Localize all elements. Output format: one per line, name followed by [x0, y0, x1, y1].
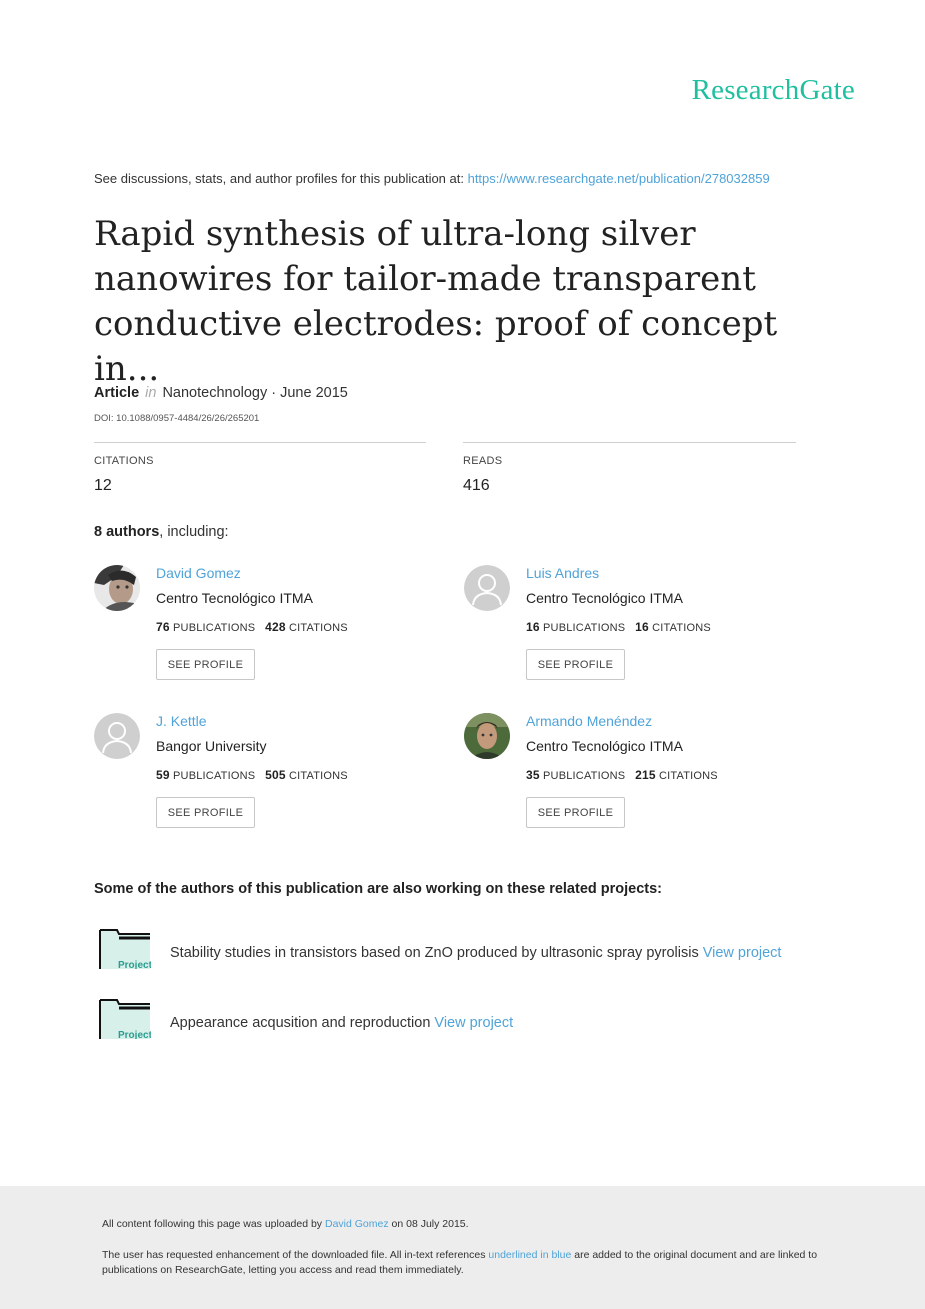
author-stats [526, 768, 718, 782]
citations-label: CITATIONS [652, 622, 711, 634]
publications-label: PUBLICATIONS [543, 622, 626, 634]
publication-link-line [94, 171, 770, 186]
author-institution: Centro Tecnológico ITMA [526, 738, 683, 754]
see-profile-button[interactable]: SEE PROFILE [526, 797, 625, 828]
doi: DOI: 10.1088/0957-4484/26/26/265201 [94, 413, 260, 424]
author-name-link[interactable]: David Gomez [156, 565, 241, 581]
citations-label: CITATIONS [658, 770, 718, 782]
view-project-link[interactable]: View project [702, 945, 782, 961]
authors-header [94, 524, 229, 540]
reads-label: READS [463, 455, 503, 467]
author-stats [526, 620, 711, 634]
author-name-link[interactable]: J. Kettle [156, 713, 207, 729]
author-citations-count: 428 [265, 620, 286, 634]
author-citations-count: 215 [635, 768, 656, 782]
authors-count: 8 authors [94, 524, 160, 540]
author-institution: Centro Tecnológico ITMA [526, 590, 683, 606]
author-publications-count: 16 [526, 620, 540, 634]
citations-label: CITATIONS [94, 455, 154, 467]
related-projects-heading: Some of the authors of this publication are also working on these related projects: [94, 881, 663, 897]
see-profile-button[interactable]: SEE PROFILE [156, 797, 255, 828]
author-citations-count: 505 [265, 768, 286, 782]
researchgate-logo[interactable]: ResearchGate [691, 74, 855, 106]
author-name-link[interactable]: Luis Andres [526, 565, 600, 581]
related-project-item [170, 945, 781, 961]
publication-type: Article [94, 385, 140, 401]
citations-label: CITATIONS [288, 622, 348, 634]
project-folder-icon [99, 929, 151, 969]
author-stats [156, 768, 348, 782]
view-project-link[interactable]: View project [434, 1015, 514, 1031]
author-publications-count: 35 [526, 768, 540, 782]
author-publications-count: 59 [156, 768, 170, 782]
authors-including: , including: [159, 524, 229, 540]
author-institution: Bangor University [156, 738, 267, 754]
user-placeholder-icon [94, 713, 140, 759]
author-photo-icon [464, 713, 510, 759]
project-folder-icon [99, 999, 151, 1039]
publications-label: PUBLICATIONS [173, 770, 256, 782]
author-citations-count: 16 [635, 620, 649, 634]
author-avatar[interactable] [94, 565, 140, 611]
publications-label: PUBLICATIONS [173, 622, 256, 634]
author-name-link[interactable]: Armando Menéndez [526, 713, 653, 729]
publication-title: Rapid synthesis of ultra-long silver nanowires for tailor-made transparent conductive electrodes: proof of concept in... [94, 214, 778, 389]
stats-divider-left [94, 442, 426, 443]
journal-date[interactable]: Nanotechnology · June 2015 [162, 385, 348, 401]
upload-prefix: All content following this page was uploaded by [102, 1218, 325, 1230]
project-title: Appearance acqusition and reproduction [170, 1015, 431, 1031]
author-institution: Centro Tecnológico ITMA [156, 590, 313, 606]
see-profile-button[interactable]: SEE PROFILE [156, 649, 255, 680]
author-avatar[interactable] [94, 713, 140, 759]
project-title: Stability studies in transistors based on ZnO produced by ultrasonic spray pyrolisis [170, 945, 699, 961]
enhancement-note [102, 1248, 832, 1278]
author-publications-count: 76 [156, 620, 170, 634]
related-project-item [170, 1015, 513, 1031]
upload-note [102, 1218, 469, 1230]
citations-value: 12 [94, 477, 112, 494]
project-icon-label: Project [118, 960, 151, 969]
upload-suffix: on 08 July 2015. [388, 1218, 469, 1230]
project-icon-label: Project [118, 1030, 151, 1039]
underlined-in-blue-text: underlined in blue [488, 1249, 572, 1261]
see-discussions-text: See discussions, stats, and author profiles for this publication at: [94, 171, 468, 186]
note-prefix: The user has requested enhancement of the downloaded file. All in-text references [102, 1249, 489, 1261]
publication-url-link[interactable]: https://www.researchgate.net/publication/278032859 [467, 171, 770, 186]
author-avatar[interactable] [464, 565, 510, 611]
note-suffix: are added to the original document and are linked to publications on ResearchGate, letting you access and read them immediately. [102, 1249, 818, 1276]
author-avatar[interactable] [464, 713, 510, 759]
citations-label: CITATIONS [288, 770, 348, 782]
publication-meta [94, 385, 348, 401]
reads-value: 416 [463, 477, 490, 494]
uploader-link[interactable]: David Gomez [324, 1218, 389, 1230]
in-label: in [145, 385, 157, 401]
publications-label: PUBLICATIONS [543, 770, 626, 782]
stats-divider-right [463, 442, 796, 443]
user-placeholder-icon [464, 565, 510, 611]
author-photo-icon [94, 565, 140, 611]
see-profile-button[interactable]: SEE PROFILE [526, 649, 625, 680]
author-stats [156, 620, 348, 634]
